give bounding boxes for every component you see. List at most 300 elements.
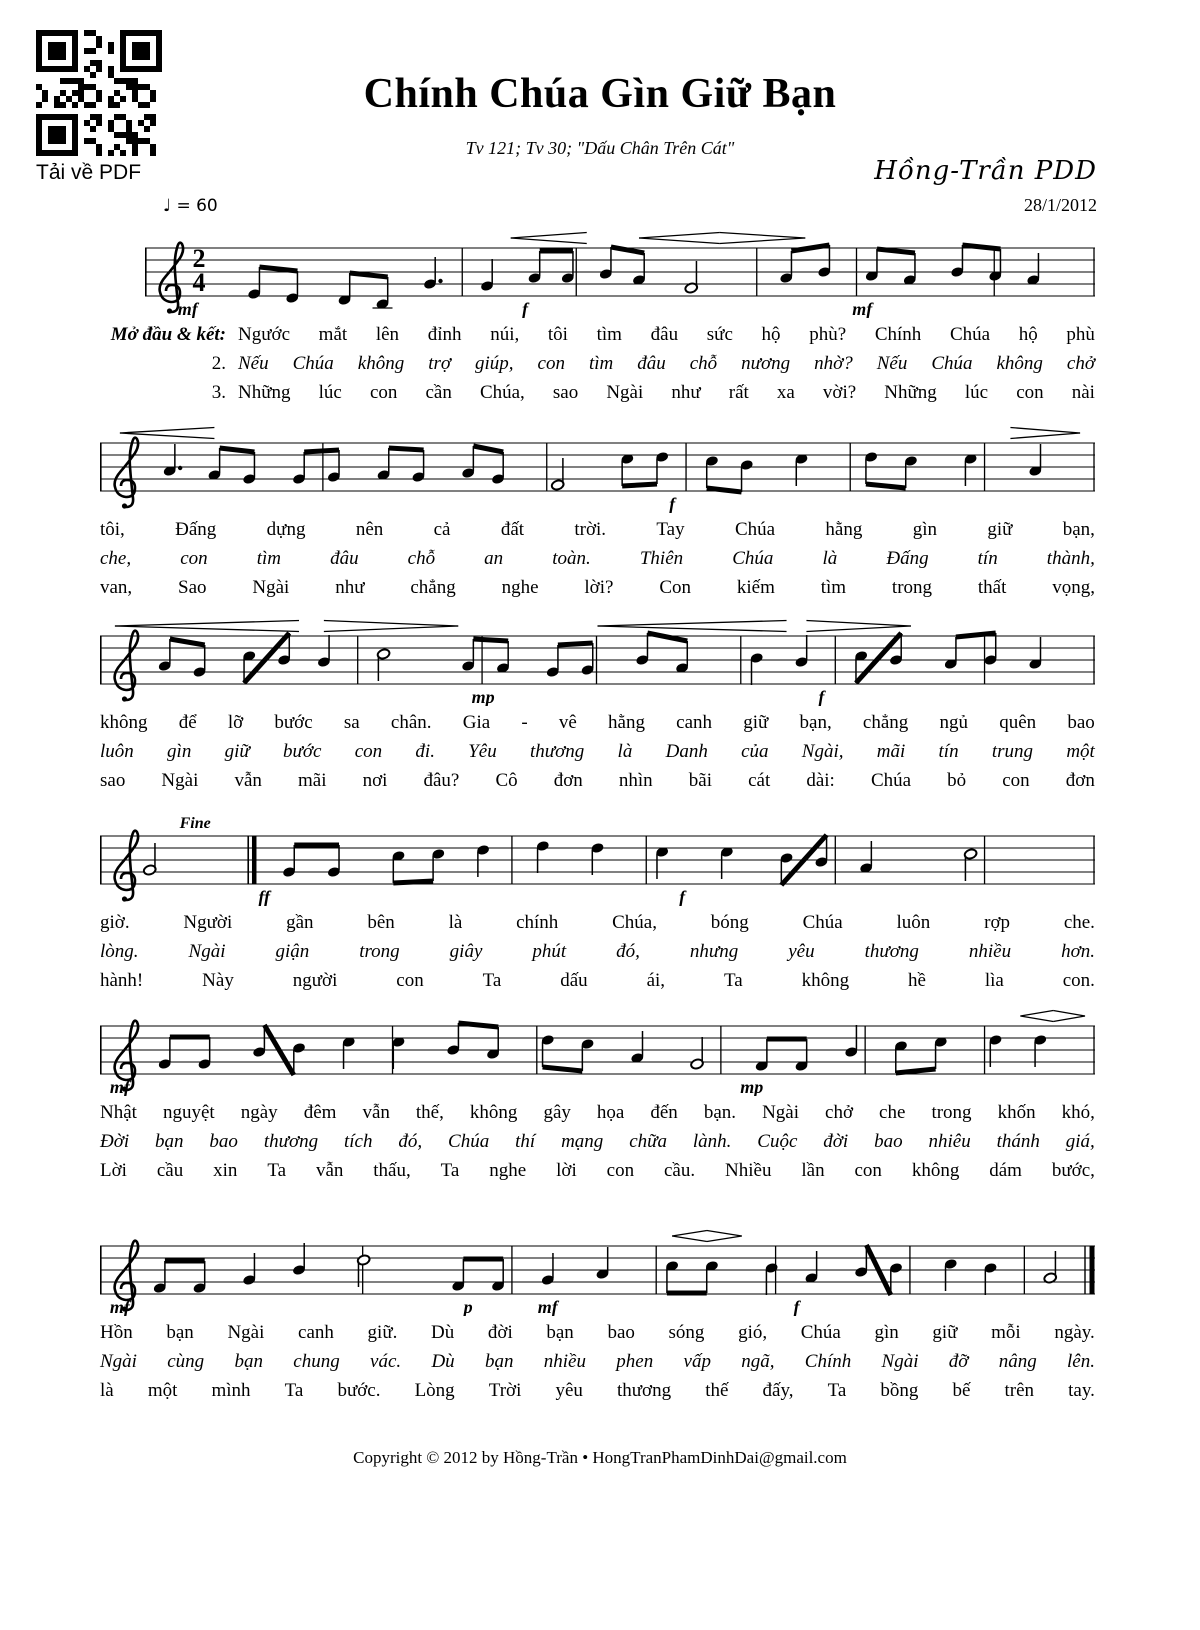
lyric-word: không — [469, 1102, 518, 1123]
quarter-note-icon: ♩ — [163, 196, 172, 216]
lyric-word: bế — [952, 1380, 971, 1401]
lyric-word: tìm — [596, 324, 622, 345]
lyric-word: là — [822, 548, 838, 569]
lyric-word: cả — [433, 519, 451, 540]
lyric-word: Ngài — [606, 382, 644, 403]
beam — [877, 249, 915, 253]
lyric-word: Chúa, — [612, 912, 657, 933]
lyric-word: tìm — [256, 548, 281, 569]
lyric-word: vời? — [822, 382, 857, 403]
staff-system-1 — [145, 228, 1095, 318]
system-3 — [100, 616, 1095, 799]
lyric-word: Ta — [284, 1380, 304, 1401]
lyric-word: Dù — [431, 1351, 455, 1372]
lyric-word: kiếm — [736, 577, 775, 598]
lyric-word: đi. — [415, 741, 435, 762]
dynamic-mark: p — [463, 1297, 473, 1316]
lyric-word: bóng — [710, 912, 749, 933]
lyric-word: cát — [748, 770, 771, 791]
lyric-word: gìn — [874, 1322, 899, 1343]
lyric-line — [100, 382, 1095, 411]
lyric-word: bước, — [1051, 1160, 1095, 1181]
dynamic-mark: mp — [740, 1077, 764, 1096]
lyric-word: nài — [1071, 382, 1095, 403]
lyric-word: Ta — [440, 1160, 460, 1181]
lyric-word: bước — [283, 741, 322, 762]
lyric-word: van, — [100, 577, 133, 598]
lyric-word: dám — [989, 1160, 1022, 1181]
lyric-word: đời — [487, 1322, 513, 1343]
lyric-word: Những — [238, 382, 291, 403]
lyric-line — [100, 912, 1095, 941]
lyric-word: con. — [1062, 970, 1095, 991]
system-6 — [100, 1226, 1095, 1409]
lyric-word: nâng — [998, 1351, 1037, 1372]
staff-system-2 — [100, 423, 1095, 513]
lyric-word: Chúa — [800, 1322, 841, 1343]
beam — [791, 245, 829, 251]
lyric-word: chở — [825, 1102, 854, 1123]
lyric-word: vẫn — [234, 770, 262, 791]
lyric-word: không — [911, 1160, 960, 1181]
verse-label: 3. — [211, 382, 226, 403]
beam — [558, 643, 593, 645]
lyric-word: núi, — [490, 324, 520, 345]
lyric-word: đó, — [398, 1131, 423, 1152]
lyric-word: quên — [999, 712, 1037, 733]
beam — [647, 633, 687, 641]
lyric-word: tìm — [820, 577, 847, 598]
staff-svg — [100, 616, 1095, 706]
lyric-word: dấu — [560, 970, 588, 991]
lyric-word: trung — [991, 741, 1034, 762]
lyric-word: phù — [1066, 324, 1095, 345]
lyric-word: lỡ — [227, 712, 244, 733]
lyric-word: đỉnh — [427, 324, 462, 345]
system-1 — [100, 228, 1095, 411]
lyric-word: Lời — [100, 1160, 127, 1181]
lyric-word: Ta — [723, 970, 743, 991]
lyric-word: hành! — [100, 970, 144, 991]
lyric-word: Chúa — [931, 353, 973, 374]
beam — [220, 448, 255, 452]
lyric-word: che. — [1063, 912, 1095, 933]
lyric-word: trong — [891, 577, 933, 598]
dynamic-mark: mp — [471, 687, 495, 706]
staff-svg — [100, 1226, 1095, 1316]
lyric-word: giữ — [224, 741, 250, 762]
lyric-word: gây — [543, 1102, 571, 1123]
staff-system-4 — [100, 816, 1095, 906]
lyric-word: hơn. — [1061, 941, 1095, 962]
lyric-word: giá, — [1065, 1131, 1095, 1152]
lyric-word: trên — [1004, 1380, 1035, 1401]
lyric-word: hằng — [825, 519, 863, 540]
lyric-word: - — [521, 712, 528, 733]
lyric-word: mắt — [318, 324, 348, 345]
lyric-word: Nếu — [238, 353, 269, 374]
lyric-word: thương — [864, 941, 919, 962]
staff-system-5 — [100, 1006, 1095, 1096]
dynamic-mark: mf — [537, 1297, 558, 1316]
lyric-word: giận — [275, 941, 310, 962]
lyric-word: Đời — [100, 1131, 130, 1152]
lyric-word: bồng — [880, 1380, 919, 1401]
lyric-word: che, — [100, 548, 132, 569]
lyric-word: luôn — [896, 912, 931, 933]
lyric-word: Chúa, — [479, 382, 525, 403]
lyric-line — [100, 577, 1095, 606]
lyric-word: trời. — [574, 519, 607, 540]
lyric-word: xa — [776, 382, 795, 403]
beam — [473, 639, 508, 641]
lyric-word: tín — [938, 741, 959, 762]
lyric-line — [100, 712, 1095, 741]
lyric-word: Ngài — [100, 1351, 137, 1372]
tempo-value: = 60 — [176, 196, 218, 216]
lyric-word: con — [369, 382, 398, 403]
lyric-word: lên — [375, 324, 400, 345]
lyric-word: lìa — [984, 970, 1004, 991]
lyric-word: Tay — [656, 519, 685, 540]
lyric-word: Ngài — [161, 770, 199, 791]
lyric-word: gió, — [738, 1322, 768, 1343]
lyric-word: Cuộc — [757, 1131, 798, 1152]
dynamic-mark: f — [793, 1297, 800, 1316]
dynamic-mark: ff — [258, 887, 271, 906]
lyric-word: ngày. — [1054, 1322, 1095, 1343]
beam — [473, 446, 503, 452]
dynamic-mark: mf — [109, 1297, 130, 1316]
system-5 — [100, 1006, 1095, 1189]
treble-clef-icon — [115, 831, 139, 900]
lyric-word: ngã, — [741, 1351, 775, 1372]
lyric-word: con — [606, 1160, 635, 1181]
lyric-word: Đấng — [175, 519, 217, 540]
lyric-word: đâu — [330, 548, 359, 569]
lyric-line — [100, 353, 1095, 382]
lyric-word: Chúa — [802, 912, 843, 933]
verse-label: 2. — [211, 353, 226, 374]
lyric-word: phù? — [809, 324, 847, 345]
lyric-word: bạn — [155, 1131, 184, 1152]
lyric-word: như — [671, 382, 701, 403]
lyric-word: tín — [977, 548, 998, 569]
qr-caption[interactable]: Tải về PDF — [36, 161, 142, 184]
lyric-word: Chính — [874, 324, 922, 345]
lyric-word: chỗ — [407, 548, 436, 569]
lyric-word: gìn — [167, 741, 192, 762]
lyric-word: Hồn — [100, 1322, 133, 1343]
lyric-word: chung — [293, 1351, 340, 1372]
lyric-line — [100, 519, 1095, 548]
lyric-word: bao — [607, 1322, 635, 1343]
lyric-line — [100, 1131, 1095, 1160]
lyric-word: con — [537, 353, 565, 374]
lyric-word: lòng. — [100, 941, 139, 962]
lyric-word: sóng — [668, 1322, 705, 1343]
lyric-word: Nếu — [876, 353, 908, 374]
lyric-word: thành, — [1046, 548, 1095, 569]
lyric-word: chân. — [390, 712, 432, 733]
lyric-word: sức — [706, 324, 733, 345]
lyric-word: họa — [596, 1102, 625, 1123]
page-subtitle: Tv 121; Tv 30; "Dấu Chân Trên Cát" — [465, 138, 735, 158]
lyric-word: bạn — [166, 1322, 194, 1343]
lyric-line — [100, 324, 1095, 353]
lyric-word: nguyệt — [162, 1102, 215, 1123]
lyric-word: tôi, — [100, 519, 125, 540]
author-signature: Hồng-Trần PDD — [874, 156, 1097, 186]
lyric-word: là — [448, 912, 463, 933]
lyric-word: bạn, — [1062, 519, 1095, 540]
lyric-word: an — [484, 548, 504, 569]
lyric-word: dài: — [806, 770, 835, 791]
lyric-word: ái, — [646, 970, 666, 991]
lyric-word: đơn — [553, 770, 583, 791]
lyric-word: Chúa — [732, 548, 774, 569]
lyric-word: tìm — [588, 353, 614, 374]
lyric-word: đơn — [1065, 770, 1095, 791]
lyric-word: chở — [1066, 353, 1095, 374]
lyric-word: tay. — [1068, 1380, 1095, 1401]
lyric-word: mãi — [297, 770, 327, 791]
staff-svg — [145, 228, 1095, 318]
lyric-word: phút — [532, 941, 567, 962]
lyric-word: giữ — [932, 1322, 958, 1343]
composition-date: 28/1/2012 — [1023, 195, 1097, 215]
lyrics-system-1 — [100, 324, 1095, 411]
lyric-word: hề — [907, 970, 926, 991]
lyric-word: cùng — [167, 1351, 205, 1372]
lyric-word: giữ — [743, 712, 769, 733]
lyric-word: giây — [449, 941, 483, 962]
time-signature: 2 — [192, 244, 206, 273]
lyric-line — [100, 1102, 1095, 1131]
lyric-word: Yêu — [468, 741, 497, 762]
lyric-word: Ta — [482, 970, 502, 991]
lyric-word: nghe — [501, 577, 539, 598]
lyric-word: lời? — [584, 577, 614, 598]
lyric-word: vê — [558, 712, 577, 733]
lyric-word: thương — [529, 741, 585, 762]
lyric-word: đó, — [616, 941, 640, 962]
lyric-word: Ngài — [881, 1351, 919, 1372]
lyric-word: đâu — [650, 324, 679, 345]
lyric-word: thí — [515, 1131, 536, 1152]
lyric-word: Con — [659, 577, 691, 598]
dynamic-mark: f — [818, 687, 825, 706]
lyric-word: Danh — [665, 741, 708, 762]
lyric-word: đời — [823, 1131, 849, 1152]
lyric-word: Những — [884, 382, 937, 403]
page-title: Chính Chúa Gìn Giữ Bạn — [363, 71, 837, 117]
lyric-word: yêu — [555, 1380, 583, 1401]
lyric-word: Chính — [804, 1351, 852, 1372]
treble-clef-icon — [115, 438, 139, 507]
lyric-word: Trời — [488, 1380, 522, 1401]
lyric-word: là — [100, 1380, 114, 1401]
staff-svg — [100, 423, 1095, 513]
lyric-word: Sao — [178, 577, 207, 598]
lyric-line — [100, 1351, 1095, 1380]
lyric-word: con — [354, 741, 383, 762]
lyric-word: Ngài — [188, 941, 226, 962]
lyric-word: thương — [616, 1380, 672, 1401]
beam — [896, 1069, 936, 1073]
lyric-word: xin — [213, 1160, 238, 1181]
lyric-line — [100, 941, 1095, 970]
lyric-word: chẳng — [410, 577, 456, 598]
lyric-word: thế — [705, 1380, 729, 1401]
lyric-word: đến — [650, 1102, 678, 1123]
lyric-word: bãi — [688, 770, 712, 791]
lyric-word: nơi — [362, 770, 388, 791]
lyric-word: sao — [100, 770, 126, 791]
lyric-word: con — [854, 1160, 882, 1181]
dynamic-mark: f — [522, 299, 528, 318]
lyric-word: con — [1002, 770, 1030, 791]
lyric-word: Ta — [267, 1160, 287, 1181]
dynamic-mark: f — [679, 887, 686, 906]
lyric-word: Chúa — [870, 770, 912, 791]
lyric-word: không — [801, 970, 850, 991]
lyric-word: rất — [728, 382, 749, 403]
lyric-word: khó, — [1061, 1102, 1095, 1123]
lyric-word: thấu, — [373, 1160, 411, 1181]
lyric-word: dựng — [266, 519, 306, 540]
lyric-word: lúc — [318, 382, 342, 403]
fine-mark: Fine — [179, 816, 211, 832]
lyric-word: của — [741, 741, 769, 762]
lyric-word: nương — [741, 353, 791, 374]
lyric-word: Đấng — [886, 548, 929, 569]
lyric-word: bạn — [484, 1351, 514, 1372]
lyric-word: đất — [500, 519, 525, 540]
system-4 — [100, 816, 1095, 999]
lyric-word: người — [292, 970, 338, 991]
lyric-word: Lòng — [414, 1380, 455, 1401]
lyric-word: thánh — [996, 1131, 1040, 1152]
lyric-word: đỡ — [948, 1351, 969, 1372]
lyric-word: Chúa — [949, 324, 991, 345]
lyric-word: Dù — [431, 1322, 455, 1343]
time-signature: 4 — [192, 268, 206, 297]
lyric-word: Ngài — [227, 1322, 265, 1343]
lyric-word: thương — [263, 1131, 319, 1152]
lyric-word: giữ. — [367, 1322, 398, 1343]
lyric-word: bao — [1067, 712, 1095, 733]
lyric-line — [100, 1380, 1095, 1409]
lyric-word: một — [1066, 741, 1095, 762]
lyric-word: Ngài — [252, 577, 290, 598]
lyric-word: bạn — [234, 1351, 263, 1372]
staff-svg — [100, 816, 1095, 906]
lyric-word: hộ — [1018, 324, 1038, 345]
lyric-word: ngày — [240, 1102, 278, 1123]
lyric-word: nhiêu — [928, 1131, 971, 1152]
lyrics-system-6 — [100, 1322, 1095, 1409]
lyric-word: cầu — [156, 1160, 184, 1181]
lyric-word: đêm — [303, 1102, 337, 1123]
lyric-word: Thiên — [639, 548, 684, 569]
lyric-word: trong — [359, 941, 400, 962]
lyric-word: sao — [552, 382, 579, 403]
staff-system-3 — [100, 616, 1095, 706]
lyric-word: hằng — [608, 712, 645, 733]
lyric-word: hộ — [761, 324, 781, 345]
lyric-word: không — [357, 353, 405, 374]
lyric-word: lời — [556, 1160, 577, 1181]
lyric-word: trợ — [428, 353, 452, 374]
lyric-word: bước. — [337, 1380, 381, 1401]
lyric-word: bạn, — [799, 712, 832, 733]
dynamic-mark: mf — [852, 299, 873, 318]
lyric-word: bên — [367, 912, 395, 933]
beam — [389, 448, 424, 450]
lyric-word: Chúa — [292, 353, 334, 374]
lyric-word: luôn — [100, 741, 134, 762]
lyric-word: nhưng — [689, 941, 739, 962]
beam — [866, 484, 906, 488]
lyrics-system-4 — [100, 912, 1095, 999]
lyric-word: giúp, — [475, 353, 514, 374]
lyric-word: Ngước — [238, 324, 290, 345]
lyric-word: toàn. — [552, 548, 591, 569]
credit-block — [874, 156, 1097, 216]
lyric-word: Này — [202, 970, 234, 991]
lyric-word: trong — [931, 1102, 972, 1123]
lyric-word: Người — [183, 912, 233, 933]
lyric-word: bao — [874, 1131, 903, 1152]
lyric-word: tích — [344, 1131, 373, 1152]
lyric-word: giờ. — [100, 912, 130, 933]
lyric-word: che — [879, 1102, 906, 1123]
treble-clef-icon — [115, 631, 139, 700]
lyric-line — [100, 741, 1095, 770]
verse-label: Mở đầu & kết: — [110, 324, 226, 345]
lyric-word: Gia — [462, 712, 491, 733]
lyric-word: lúc — [964, 382, 989, 403]
lyric-word: nên — [355, 519, 384, 540]
beam — [170, 639, 205, 645]
lyric-word: con — [180, 548, 208, 569]
lyric-word: sa — [343, 712, 360, 733]
lyric-line — [100, 548, 1095, 577]
lyric-word: Ngài — [762, 1102, 799, 1123]
tempo-marking — [163, 196, 218, 216]
lyric-word: một — [147, 1380, 178, 1401]
lyric-word: gìn — [912, 519, 937, 540]
lyric-word: chỗ — [689, 353, 718, 374]
lyric-word: mạng — [561, 1131, 604, 1152]
lyric-word: chính — [516, 912, 559, 933]
lyric-word: cần — [425, 382, 452, 403]
lyric-word: bỏ — [947, 770, 967, 791]
lyric-word: vọng, — [1052, 577, 1095, 598]
lyric-word: để — [178, 712, 197, 733]
lyric-word: nhìn — [618, 770, 653, 791]
lyric-word: không — [100, 712, 148, 733]
lyric-word: như — [335, 577, 365, 598]
lyric-word: bao — [209, 1131, 238, 1152]
lyric-word: chẳng — [862, 712, 909, 733]
dynamic-mark: mf — [177, 299, 198, 318]
lyric-word: đấy, — [762, 1380, 794, 1401]
lyric-word: bạn. — [703, 1102, 737, 1123]
system-2 — [100, 423, 1095, 606]
lyric-word: mãi — [876, 741, 906, 762]
